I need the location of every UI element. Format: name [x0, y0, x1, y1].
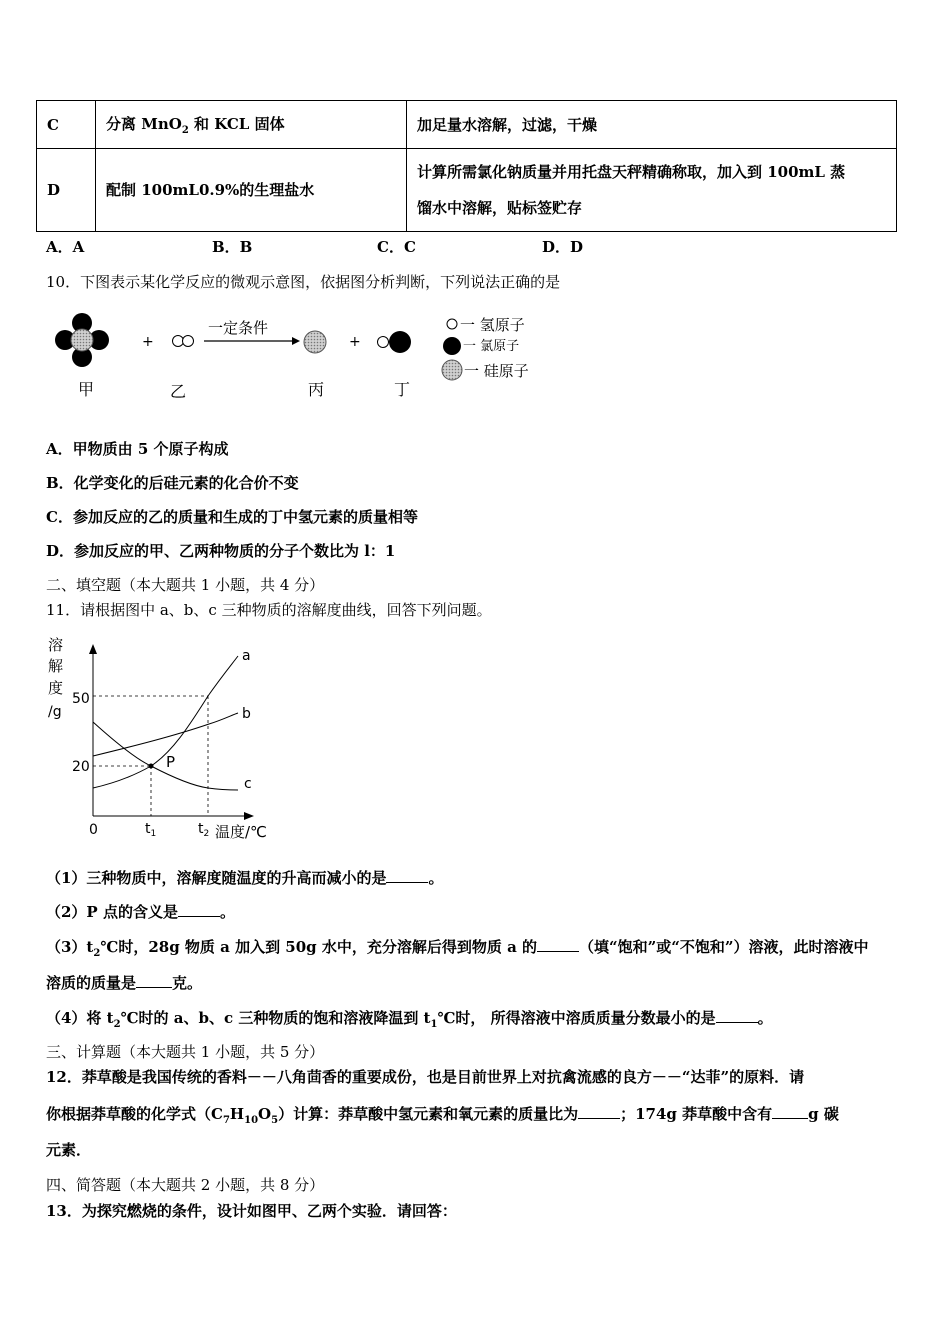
molecule-jia [55, 313, 109, 367]
section-2-heading: 二、填空题（本大题共 1 小题，共 4 分） [46, 576, 325, 594]
row-purpose: 分离 MnO$_2$ 和 KCL 固体 [96, 101, 407, 149]
q10-choice-a: A．甲物质由 5 个原子构成 [46, 440, 229, 458]
reaction-diagram [40, 305, 560, 405]
curve-a-label: a [242, 648, 251, 664]
legend [442, 316, 529, 380]
y-label-1: 溶 [48, 636, 64, 654]
row-purpose: 配制 100mL0.9%的生理盐水 [96, 149, 407, 232]
row-label: C [37, 101, 96, 149]
q10-choice-c: C．参加反应的乙的质量和生成的丁中氢元素的质量相等 [46, 508, 418, 526]
name-yi: 乙 [170, 382, 187, 401]
q11-sub4: （4）将 $t_2℃$时的 a、b、c 三种物质的饱和溶液降温到 $t_1℃$时， 所得溶液中溶质质量分数最小的是 。 [46, 1009, 773, 1030]
molecule-bing [304, 331, 326, 353]
q13-stem: 13．为探究燃烧的条件，设计如图甲、乙两个实验．请回答： [46, 1202, 457, 1220]
options-table [36, 100, 897, 232]
y-tick-50: 50 [72, 691, 90, 707]
y-tick-20: 20 [72, 759, 90, 775]
row-label: D [37, 149, 96, 232]
row-method: 加足量水溶解，过滤，干燥 [407, 101, 897, 149]
origin-label: 0 [89, 822, 98, 838]
x-tick-t1: $t_1$ [145, 821, 157, 839]
point-p-label: P [166, 753, 176, 771]
curve-b-label: b [242, 706, 251, 722]
reaction-condition: 一定条件 [208, 319, 269, 337]
solubility-chart [44, 636, 284, 844]
plus-sign: + [142, 334, 154, 350]
row-method: 计算所需氯化钠质量并用托盘天秤精确称取，加入到 100mL 蒸 馏水中溶解，贴标签贮存 [407, 149, 897, 232]
table-row [37, 101, 897, 149]
svg-text:一 氢原子: 一 氢原子 [460, 316, 525, 334]
q11-sub1: （1）三种物质中，溶解度随温度的升高而减小的是 。 [46, 869, 444, 887]
q9-choice-d: D．D [542, 238, 584, 256]
name-jia: 甲 [78, 380, 95, 399]
x-axis-arrow-icon [244, 812, 254, 820]
q11-stem: 11．请根据图中 a、b、c 三种物质的溶解度曲线，回答下列问题。 [46, 601, 492, 619]
name-bing: 丙 [308, 380, 325, 399]
curve-b [93, 713, 238, 756]
x-axis-label: 温度/℃ [215, 823, 267, 841]
q12-line1: 12．莽草酸是我国传统的香料－－八角茴香的重要成份，也是目前世界上对抗禽流感的良方－－“达菲”的原料．请 [46, 1068, 805, 1086]
svg-text:一 硅原子: 一 硅原子 [464, 362, 529, 380]
table-row [37, 149, 897, 232]
y-label-3: 度 [48, 679, 64, 697]
plus-sign: + [349, 334, 361, 350]
y-label-4: /g [48, 704, 62, 720]
q9-choice-b: B．B [212, 238, 253, 256]
q9-choice-a: A．A [46, 238, 85, 256]
q9-choice-c: C．C [377, 238, 416, 256]
arrow-head-icon [292, 337, 300, 345]
q10-choice-b: B．化学变化的后硅元素的化合价不变 [46, 474, 299, 492]
q11-sub2: （2）P 点的含义是 。 [46, 903, 235, 921]
svg-text:一 氯原子: 一 氯原子 [463, 339, 520, 354]
q11-sub3-line2: 溶质的质量是 克。 [46, 974, 203, 992]
molecule-yi [173, 336, 194, 347]
molecule-ding [378, 331, 412, 353]
q11-sub3-line1: $(3)t_2℃$时，28g 物质 a 加入到 50g 水中，充分溶解后得到物质 a 的 （填“饱和”或“不饱和”）溶液，此时溶液中 [46, 938, 869, 959]
q12-line3: 元素． [46, 1141, 92, 1159]
point-p [149, 764, 154, 769]
name-ding: 丁 [394, 380, 411, 399]
section-4-heading: 四、简答题（本大题共 2 小题，共 8 分） [46, 1176, 325, 1194]
section-3-heading: 三、计算题（本大题共 1 小题，共 5 分） [46, 1043, 325, 1061]
y-label-2: 解 [48, 657, 64, 675]
y-axis-arrow-icon [89, 644, 97, 654]
q12-line2: 你根据莽草酸的化学式$(C_7H_{10}O_5)$计算：莽草酸中氢元素和氧元素的质量比为 ；174g 莽草酸中含有 g 碳 [46, 1105, 839, 1126]
curve-c-label: c [244, 776, 252, 792]
q10-stem: 10．下图表示某化学反应的微观示意图，依据图分析判断，下列说法正确的是 [46, 273, 561, 291]
q10-choice-d: D．参加反应的甲、乙两种物质的分子个数比为 l：1 [46, 542, 396, 560]
x-tick-t2: $t_2$ [198, 821, 210, 839]
